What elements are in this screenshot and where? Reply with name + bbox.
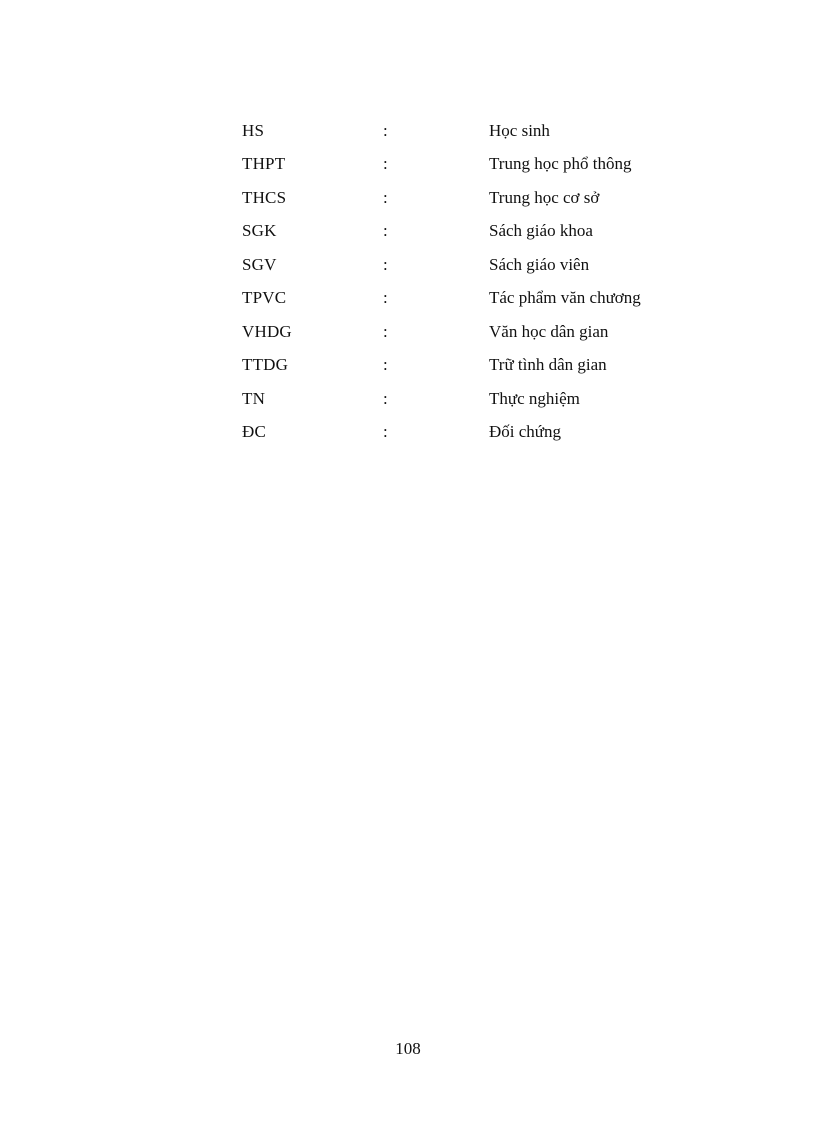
abbreviation-row bbox=[242, 148, 702, 182]
abbreviation-separator: : bbox=[383, 422, 388, 442]
abbreviation-row bbox=[242, 416, 702, 450]
abbreviation-separator: : bbox=[383, 288, 388, 308]
abbreviation-row bbox=[242, 114, 702, 148]
abbreviation-meaning: Tác phẩm văn chương bbox=[489, 288, 641, 308]
abbreviation-term: THCS bbox=[242, 187, 287, 207]
abbreviation-separator: : bbox=[383, 254, 388, 274]
abbreviation-row bbox=[242, 315, 702, 349]
abbreviation-term: SGK bbox=[242, 221, 277, 241]
abbreviation-row bbox=[242, 349, 702, 383]
abbreviation-list bbox=[242, 114, 702, 449]
abbreviation-meaning: Trữ tình dân gian bbox=[489, 355, 607, 375]
abbreviation-separator: : bbox=[383, 154, 388, 174]
abbreviation-separator: : bbox=[383, 221, 388, 241]
abbreviation-separator: : bbox=[383, 187, 388, 207]
abbreviation-term: TPVC bbox=[242, 288, 287, 308]
abbreviation-term: TN bbox=[242, 388, 266, 408]
abbreviation-row bbox=[242, 215, 702, 249]
abbreviation-meaning: Thực nghiệm bbox=[489, 388, 580, 408]
abbreviation-meaning: Sách giáo viên bbox=[489, 254, 590, 274]
abbreviation-separator: : bbox=[383, 321, 388, 341]
abbreviation-meaning: Học sinh bbox=[489, 120, 550, 140]
abbreviation-row bbox=[242, 248, 702, 282]
abbreviation-term: VHDG bbox=[242, 321, 292, 341]
abbreviation-meaning: Trung học phổ thông bbox=[489, 154, 632, 174]
abbreviation-term: HS bbox=[242, 120, 265, 140]
abbreviation-meaning: Sách giáo khoa bbox=[489, 221, 593, 241]
abbreviation-term: ĐC bbox=[242, 422, 267, 442]
abbreviation-term: THPT bbox=[242, 154, 286, 174]
abbreviation-row bbox=[242, 382, 702, 416]
abbreviation-separator: : bbox=[383, 355, 388, 375]
page-number: 108 bbox=[395, 1039, 421, 1058]
abbreviation-term: SGV bbox=[242, 254, 277, 274]
abbreviation-row bbox=[242, 181, 702, 215]
abbreviation-row bbox=[242, 282, 702, 316]
abbreviation-meaning: Đối chứng bbox=[489, 422, 562, 442]
abbreviation-meaning: Văn học dân gian bbox=[489, 321, 609, 341]
abbreviation-separator: : bbox=[383, 388, 388, 408]
abbreviation-separator: : bbox=[383, 120, 388, 140]
abbreviation-term: TTDG bbox=[242, 355, 289, 375]
abbreviation-meaning: Trung học cơ sở bbox=[489, 187, 600, 207]
